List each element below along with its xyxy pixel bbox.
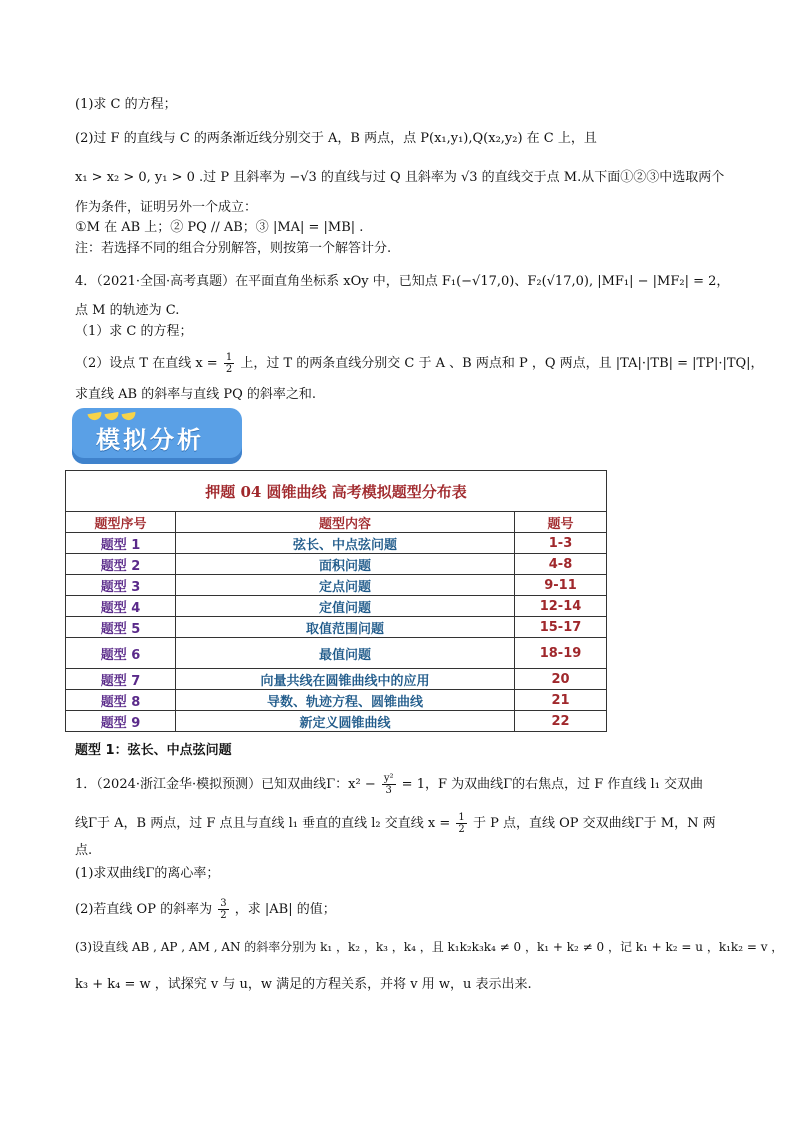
table-cell: 题型 2 — [66, 554, 176, 575]
table-cell: 导数、轨迹方程、圆锥曲线 — [176, 690, 515, 711]
fraction-num: 3 — [220, 898, 227, 909]
table-cell: 题型 6 — [66, 638, 176, 669]
table-cell: 1-3 — [515, 533, 607, 554]
table-cell: 弦长、中点弦问题 — [176, 533, 515, 554]
table-cell: 题型 4 — [66, 596, 176, 617]
table-row — [66, 554, 607, 575]
q1-stem-b: = 1，F 为双曲线Γ的右焦点，过 F 作直线 l₁ 交双曲 — [401, 777, 704, 792]
table-cell: 取值范围问题 — [176, 617, 515, 638]
table-header: 题型序号 — [66, 512, 176, 533]
table-row — [66, 533, 607, 554]
banner-label: 模拟分析 — [96, 426, 204, 454]
q1-part1: (1)求双曲线Γ的离心率； — [75, 866, 220, 881]
table-cell: 题型 8 — [66, 690, 176, 711]
table-row — [66, 575, 607, 596]
q1-stem-c: 线Γ于 A，B 两点，过 F 点且与直线 l₁ 垂直的直线 l₂ 交直线 x = — [75, 816, 451, 831]
table-cell: 22 — [515, 711, 607, 732]
table-cell: 题型 5 — [66, 617, 176, 638]
q4-part1: （1）求 C 的方程； — [75, 324, 193, 339]
fraction-den: 2 — [225, 364, 233, 375]
table-row — [66, 596, 607, 617]
q4-stem: 4．（2021·全国·高考真题）在平面直角坐标系 xOy 中，已知点 F₁(−√17,0)、F₂(√17,0), |MF₁| − |MF₂| = 2， — [75, 274, 730, 289]
table-cell: 9-11 — [515, 575, 607, 596]
table-row — [66, 617, 607, 638]
fraction-den: 2 — [458, 824, 465, 835]
table-row — [66, 638, 607, 669]
q3-part1: (1)求 C 的方程； — [75, 97, 177, 112]
table-cell: 面积问题 — [176, 554, 515, 575]
table-header: 题型内容 — [176, 512, 515, 533]
q1-part2 — [75, 898, 336, 921]
table-header: 题号 — [515, 512, 607, 533]
fraction — [382, 773, 396, 796]
table-cell: 12-14 — [515, 596, 607, 617]
q1-stem-cont — [75, 812, 716, 835]
question-type-table — [65, 470, 607, 732]
table-cell: 21 — [515, 690, 607, 711]
q1-part3-cont: k₃ + k₄ = w ，试探究 v 与 u，w 满足的方程关系，并将 v 用 w，u 表示出来. — [75, 977, 532, 992]
fraction-num: 1 — [225, 352, 233, 363]
table-cell: 题型 7 — [66, 669, 176, 690]
q3-part2: (2)过 F 的直线与 C 的两条渐近线分别交于 A，B 两点，点 P(x₁,y₁),Q(x₂,y₂) 在 C 上，且 — [75, 131, 597, 146]
q4-part2 — [75, 352, 764, 375]
q4-part2-b: 上，过 T 的两条直线分别交 C 于 A 、B 两点和 P ，Q 两点，且 |TA|·|TB| = |TP|·|TQ|， — [240, 356, 764, 371]
q1-stem — [75, 773, 703, 796]
fraction-num: 1 — [458, 812, 465, 823]
table-title: 押题 04 圆锥曲线 高考模拟题型分布表 — [66, 471, 607, 512]
q3-condition: x₁ > x₂ > 0, y₁ > 0 .过 P 且斜率为 −√3 的直线与过 Q 且斜率为 √3 的直线交于点 M.从下面①②③中选取两个 — [75, 170, 725, 185]
table-row — [66, 669, 607, 690]
q1-stem-end: 点. — [75, 843, 93, 858]
table-cell: 题型 3 — [66, 575, 176, 596]
table-cell: 定点问题 — [176, 575, 515, 596]
q4-part2-a: （2）设点 T 在直线 x = — [75, 356, 218, 371]
table-cell: 题型 1 — [66, 533, 176, 554]
table-cell: 定值问题 — [176, 596, 515, 617]
table-row — [66, 690, 607, 711]
fraction-den: 2 — [220, 910, 227, 921]
table-cell: 向量共线在圆锥曲线中的应用 — [176, 669, 515, 690]
table-cell: 20 — [515, 669, 607, 690]
section-title: 题型 1：弦长、中点弦问题 — [75, 743, 232, 758]
section-banner — [72, 408, 242, 464]
table-cell: 新定义圆锥曲线 — [176, 711, 515, 732]
q4-stem-cont: 点 M 的轨迹为 C. — [75, 303, 180, 318]
fraction — [218, 898, 228, 921]
fraction — [456, 812, 466, 835]
table-cell: 4-8 — [515, 554, 607, 575]
q1-part2-a: (2)若直线 OP 的斜率为 — [75, 902, 213, 917]
q1-part2-b: ，求 |AB| 的值； — [234, 902, 336, 917]
q1-stem-d: 于 P 点，直线 OP 交双曲线Γ于 M，N 两 — [472, 816, 716, 831]
q1-part3: (3)设直线 AB , AP , AM , AN 的斜率分别为 k₁ ，k₂ ，k₃ ，k₄ ，且 k₁k₂k₃k₄ ≠ 0 ，k₁ + k₂ ≠ 0 ，记 k₁ + k₂ = u ，k₁k₂ = v ， — [75, 940, 784, 954]
fraction — [224, 352, 234, 375]
table-row — [66, 711, 607, 732]
q1-stem-a: 1．（2024·浙江金华·模拟预测）已知双曲线Γ：x² − — [75, 777, 376, 792]
q3-note: 注：若选择不同的组合分别解答，则按第一个解答计分. — [75, 241, 392, 256]
fraction-num: y² — [383, 773, 394, 784]
table-cell: 15-17 — [515, 617, 607, 638]
table-cell: 最值问题 — [176, 638, 515, 669]
q3-instruction: 作为条件，证明另外一个成立： — [75, 200, 258, 215]
fraction-den: 3 — [385, 785, 392, 796]
table-cell: 18-19 — [515, 638, 607, 669]
q4-part2-cont: 求直线 AB 的斜率与直线 PQ 的斜率之和. — [75, 387, 317, 402]
q3-options: ①M 在 AB 上；② PQ // AB；③ |MA| = |MB| . — [75, 220, 364, 235]
table-cell: 题型 9 — [66, 711, 176, 732]
